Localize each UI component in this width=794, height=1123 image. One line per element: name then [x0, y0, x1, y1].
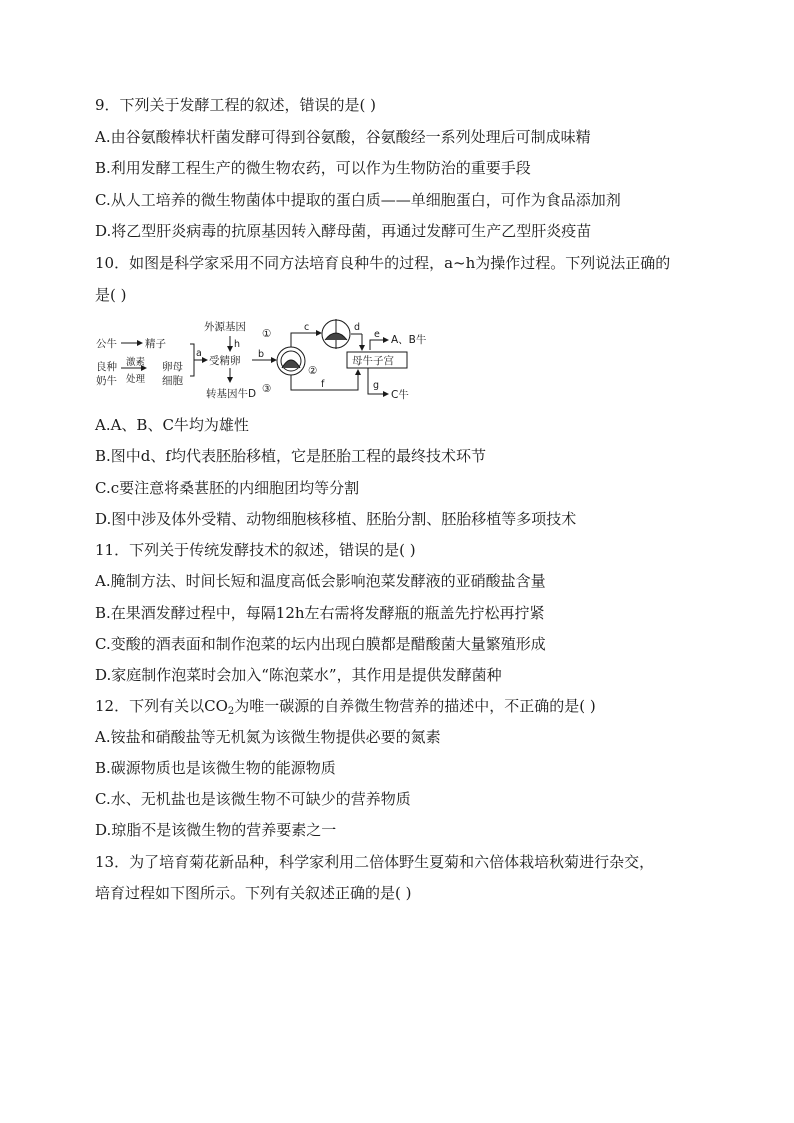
q13-stem-line2: 培育过程如下图所示。下列有关叙述正确的是( )	[95, 884, 412, 902]
label-step-g: g	[373, 380, 380, 391]
arrow-e	[370, 340, 388, 350]
q10-option-a: A.A、B、C牛均为雄性	[95, 416, 249, 434]
q9-option-d: D.将乙型肝炎病毒的抗原基因转入酵母菌，再通过发酵可生产乙型肝炎疫苗	[95, 222, 592, 240]
q9-option-a: A.由谷氨酸棒状杆菌发酵可得到谷氨酸，谷氨酸经一系列处理后可制成味精	[95, 128, 591, 146]
label-step-e: e	[374, 329, 380, 340]
label-ab-cattle: A、B牛	[391, 334, 427, 346]
q9-stem: 9．下列关于发酵工程的叙述，错误的是( )	[95, 96, 377, 114]
label-oocyte-1: 卵母	[162, 361, 183, 373]
inner-cell-mass	[282, 360, 300, 368]
label-step-d: d	[354, 322, 361, 333]
q10-stem-line2: 是( )	[95, 286, 127, 304]
label-mark-1: ①	[262, 328, 272, 340]
label-c-cattle: C牛	[391, 389, 409, 401]
q10-option-c: C.c要注意将桑葚胚的内细胞团均等分割	[95, 479, 360, 497]
q12-option-b: B.碳源物质也是该微生物的能源物质	[95, 759, 336, 777]
q11-option-a: A.腌制方法、时间长短和温度高低会影响泡菜发酵液的亚硝酸盐含量	[95, 572, 546, 590]
label-zygote: 受精卵	[209, 355, 241, 367]
label-step-f: f	[321, 379, 325, 390]
q12-option-c: C.水、无机盐也是该微生物不可缺少的营养物质	[95, 790, 411, 808]
q12-option-a: A.铵盐和硝酸盐等无机氮为该微生物提供必要的氮素	[95, 728, 441, 746]
label-step-b: b	[258, 349, 265, 360]
label-good-cow-1: 良种	[96, 361, 117, 373]
cattle-breeding-diagram	[96, 318, 436, 404]
split-embryo-mass	[325, 333, 347, 340]
q12-stem: 12．下列有关以$CO_2$为唯一碳源的自养微生物营养的描述中，不正确的是( )	[95, 697, 596, 717]
label-foreign-gene: 外源基因	[204, 321, 246, 333]
label-step-c: c	[304, 322, 310, 333]
q10-option-b: B.图中d、f均代表胚胎移植，它是胚胎工程的最终技术环节	[95, 447, 486, 465]
bracket-a	[190, 344, 194, 376]
label-hormone-2: 处理	[126, 374, 146, 385]
arrow-c	[291, 333, 321, 347]
label-transgenic: 转基因牛D	[206, 388, 257, 400]
q13-stem-line1: 13．为了培育菊花新品种，科学家利用二倍体野生夏菊和六倍体栽培秋菊进行杂交，	[95, 853, 655, 871]
label-step-h: h	[234, 339, 241, 350]
q9-option-b: B.利用发酵工程生产的微生物农药，可以作为生物防治的重要手段	[95, 159, 531, 177]
label-hormone-1: 激素	[126, 357, 146, 368]
q9-option-c: C.从人工培养的微生物菌体中提取的蛋白质——单细胞蛋白，可作为食品添加剂	[95, 191, 621, 209]
q10-stem-line1: 10．如图是科学家采用不同方法培育良种牛的过程，a~h为操作过程。下列说法正确的	[95, 254, 671, 272]
label-mother-uterus: 母牛子宫	[352, 355, 394, 367]
arrow-f	[291, 370, 358, 390]
q10-option-d: D.图中涉及体外受精、动物细胞核移植、胚胎分割、胚胎移植等多项技术	[95, 510, 577, 528]
label-bull: 公牛	[96, 338, 117, 350]
label-good-cow-2: 奶牛	[96, 375, 117, 387]
label-sperm: 精子	[145, 338, 166, 350]
label-mark-2: ②	[308, 365, 318, 377]
label-mark-3: ③	[262, 383, 272, 395]
q11-option-c: C.变酸的酒表面和制作泡菜的坛内出现白膜都是醋酸菌大量繁殖形成	[95, 635, 546, 653]
q11-option-d: D.家庭制作泡菜时会加入“陈泡菜水”，其作用是提供发酵菌种	[95, 666, 502, 684]
label-oocyte-2: 细胞	[162, 375, 183, 387]
label-step-a: a	[196, 348, 202, 359]
q11-option-b: B.在果酒发酵过程中，每隔12h左右需将发酵瓶的瓶盖先拧松再拧紧	[95, 604, 545, 622]
q12-option-d: D.琼脂不是该微生物的营养要素之一	[95, 821, 337, 839]
q11-stem: 11．下列关于传统发酵技术的叙述，错误的是( )	[95, 541, 416, 559]
